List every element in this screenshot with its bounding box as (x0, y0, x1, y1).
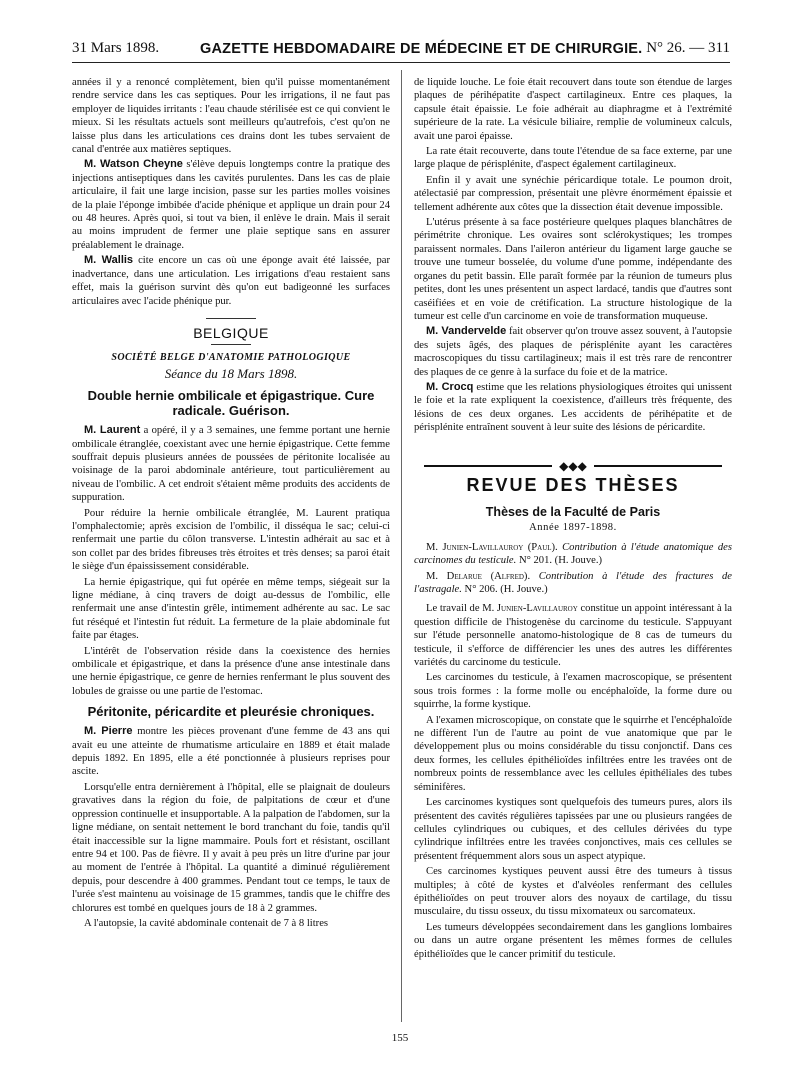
author-name: Junien-Lavillauroy (496, 603, 578, 615)
section-heading: BELGIQUE (193, 324, 269, 341)
paragraph-text: cite encore un cas où une éponge avait été laissée, par inadvertance, dans une articulation. Les irrigations d'eau restaient sans effet, mais la guérison survint dès qu'on eut badigeonné les surfaces articulaires avec l'acide phénique pur. (72, 255, 391, 307)
paragraph (414, 325, 732, 379)
page-header (72, 40, 730, 63)
ornament-line (594, 465, 722, 467)
section-heading: REVUE DES THÈSES (466, 474, 680, 495)
paragraph (72, 424, 390, 504)
column-divider (401, 70, 402, 1022)
paragraph-text: constitue un appoint intéressant à la question difficile de l'histogenèse du carcinome du testicule. S'appuyant sur l'étude personnelle anatomo-histologique de 8 cas de tumeurs du testicule, il s'efforce de différencier les unes des autres les différentes variétés du carcinome du testicule. (414, 603, 732, 669)
paragraph (72, 254, 390, 308)
journal-title: GAZETTE HEBDOMADAIRE DE MÉDECINE ET DE CHIRURGIE. (200, 41, 643, 57)
reference-title: Contribution à l'étude anatomique des carcinomes du testicule. (414, 541, 732, 567)
paragraph (72, 725, 390, 779)
paragraph (414, 381, 732, 435)
article-title: Double hernie ombilicale et épigastrique. Cure radicale. Guérison. (87, 388, 375, 419)
paragraph: A l'examen microscopique, on constate que le squirrhe et l'encéphaloïde ne diffèrent l'un de l'autre au point de vue anatomique que par le développement plus ou moins considérable du tissu conjonctif. Dans ces deux formes, les cellules épithélioïdes infiltrées entre les travées ont de nombreux points de ressemblance avec les cellules épithéliales des tubes séminifères. (414, 714, 732, 793)
section-divider (206, 318, 256, 319)
ornament-line (424, 465, 552, 467)
paragraph-text: montre les pièces provenant d'une femme de 43 ans qui avait eu une atteinte de rhumatisme articulaire en 1889 et était malade depuis 1892. En 1895, elle a été ponctionnée à plusieurs reprises pour ascite. (72, 726, 391, 778)
paragraph: L'utérus présente à sa face postérieure quelques plaques blanchâtres de périmétrite chronique. Les ovaires sont sclérokystiques; les trompes paraissent normales. Dans l'aileron antérieur du ligament large gauche se trouve une tumeur bosselée, du volume d'une pomme, indépendante des organes du petit bassin. Elle paraît formée par la réunion de tumeurs plus petites, dont les unes présentent un aspect lardacé, tandis que d'autres sont caséifiées et en voie de crétification. La structure histologique de la tumeur est celle d'un carcinome en voie de transformation muqueuse. (414, 217, 732, 322)
speaker-name: M. Crocq (426, 380, 474, 393)
speaker-name: M. Vandervelde (426, 325, 507, 338)
paragraph: La hernie épigastrique, qui fut opérée en même temps, siégeait sur la ligne médiane, à cinq travers de doigt au-dessus de l'ombilic, elle renfermait une anse d'intestin grêle, intimement adhérente au sac. Le sac fut réséqué et l'intestin fut réduit. La fermeture de la plaie abdominale fut faite par étages. (72, 576, 390, 642)
paragraph-text: estime que les relations physiologiques étroites qui unissent le foie et la rate expliquent la coexistence, d'ailleurs très fréquente, des lésions de ces deux organes. Les accidents de périhépatite et de périsplénite entraînent souvent à leur suite des lésions de péricardite. (414, 381, 732, 434)
thesis-reference (414, 570, 732, 597)
speaker-name: M. Wallis (84, 254, 134, 267)
paragraph: Les carcinomes du testicule, à l'examen macroscopique, se présentent sous trois formes : la forme molle ou encéphaloïde, la forme dure ou squirrhe, la forme kystique. (414, 672, 732, 711)
paragraph: Ces carcinomes kystiques peuvent aussi être des tumeurs à tissus multiples; à côté de kystes et d'alvéoles renfermant des cellules épithélioïdes on peut trouver alors des noyaux de cartilage, du tissu musculaire, du tissu osseux, du tissu mixomateux ou sarcomateux. (414, 866, 732, 918)
reference-author: M. Delarue (Alfred). (426, 570, 531, 582)
article-title: Péritonite, péricardite et pleurésie chroniques. (87, 704, 375, 720)
paragraph: Les tumeurs développées secondairement dans les ganglions lombaires ou dans un autre organe présentent les mêmes formes de cellules épithélioïdes que le cancer primitif du testicule. (414, 921, 732, 960)
paragraph: L'intérêt de l'observation réside dans la coexistence des hernies ombilicale et épigastrique, et dans la présence d'une anse intestinale dans une hernie épigastrique, ce genre de hernies renfermant le plus souvent des lobules de graisse ou une partie de l'estomac. (72, 645, 390, 697)
paragraph: années il y a renoncé complètement, bien qu'il puisse momentanément rendre service dans les cas septiques. Pour les irrigations, il ne faut pas employer de liquides irritants : l'eau chaude stérilisée est ce qui convient le mieux. Si les résultats actuels sont meilleurs qu'autrefois, c'est qu'on ne laisse plus dans les articulations ces drains dont les tubes servaient de canal d'entrée aux matières septiques. (72, 77, 390, 156)
session-date: Séance du 18 Mars 1898. (164, 365, 298, 381)
paragraph: Pour réduire la hernie ombilicale étranglée, M. Laurent pratiqua l'omphalectomie; après excision de l'ombilic, il disséqua le sac; celui-ci renfermait une partie du côlon transverse. L'intestin adhérait au sac et à son collet par des brides fibreuses très étroites et très denses; sa paroi était le siège d'un épaississement considérable. (72, 507, 390, 573)
ornament-icon: ◆◆◆ (559, 458, 587, 473)
speaker-name: M. Laurent (84, 424, 141, 437)
ornamental-rule (414, 459, 732, 473)
left-column (72, 76, 390, 932)
paragraph: Les carcinomes kystiques sont quelquefois des tumeurs pures, alors ils présentent des cavités régulières tapissées par une ou plusieurs rangées de cellules cylindriques ou cubiques, et des cellules dérivées du type cylindrique infiltrées entre les travées conjonctives, mais ces cellules se présentent fréquemment alors sous un aspect atypique. (414, 797, 732, 862)
academic-year: Année 1897-1898. (529, 522, 617, 534)
speaker-name: M. Watson Cheyne (84, 158, 183, 171)
paragraph (72, 158, 390, 252)
reference-number: N° 201. (H. Jouve.) (518, 555, 603, 567)
right-column (414, 76, 732, 963)
paragraph: de liquide louche. Le foie était recouvert dans toute son étendue de larges plaques de périhépatite d'aspect cartilagineux. Entre ces plaques, la capsule était épaissie. Le foie adhérait au diaphragme et à l'extrémité supérieure de la rate. La vésicule biliaire, remplie de volumineux calculs, avait une paroi épaisse. (414, 77, 732, 142)
reference-title: Contribution à l'étude des fractures de l'astragale. (414, 570, 732, 595)
page-number: 155 (391, 1032, 409, 1044)
paragraph: La rate était recouverte, dans toute l'étendue de sa face externe, par une large plaque de périsplénite, d'aspect également cartilagineux. (414, 146, 732, 171)
paragraph: Lorsqu'elle entra dernièrement à l'hôpital, elle se plaignait de douleurs gravatives dans la région du foie, de palpitations de cœur et d'une oppression continuelle et insupportable. A la palpation de l'abdomen, sur la ligne médiane, on sentait nettement le bord tranchant du foie, tandis qu'il était inaccessible sur la ligne mammaire. Pouls fort et résistant, oscillant entre 94 et 100. Pas de fièvre. Il y avait à peu près un litre d'urine par jour au moment de l'entrée à l'hôpital. La quantité a diminué régulièrement depuis, pour descendre à 400 grammes. Pendant tout ce temps, le taux de l'urée s'est maintenu au voisinage de 15 grammes, tandis que le chiffre des chlorures est tombé en quelques jours de 18 à 2 grammes. (72, 781, 390, 914)
subsection-heading: Thèses de la Faculté de Paris (485, 504, 661, 519)
thesis-reference (414, 541, 732, 568)
paragraph: Enfin il y avait une synéchie péricardique totale. Le poumon droit, atélectasié par compression, présentait une plèvre énormément épaissie et tellement adhérente aux côtes que la dissection était devenue impossible. (414, 174, 732, 213)
issue-page-number: N° 26. — 311 (646, 40, 730, 56)
paragraph: A l'autopsie, la cavité abdominale contenait de 7 à 8 litres (84, 917, 329, 929)
reference-author: M. Junien-Lavillauroy (Paul). (426, 541, 558, 553)
paragraph (414, 602, 732, 669)
section-divider (211, 344, 251, 345)
reference-number: N° 206. (H. Jouve.) (464, 584, 548, 595)
paragraph-text: Le travail de M. (426, 603, 495, 615)
paragraph-text: fait observer qu'on trouve assez souvent, à l'autopsie des sujets âgés, des plaques de périsplénite ayant les caractères macroscopiques du tissu cartilagineux; mais il est très rare de rencontrer des plaques de ce genre à la surface du foie et de la matrice. (414, 326, 732, 378)
society-name: SOCIÉTÉ BELGE D'ANATOMIE PATHOLOGIQUE (111, 352, 351, 364)
paragraph-text: s'élève depuis longtemps contre la pratique des injections antiseptiques dans les cavités purulentes. Dans les cas de plaie articulaire, il fait une large incision, passe sur les parties molles voisines de la plaie l'éponge imbibée d'acide phénique et applique un drain pour 24 ou 48 heures. Après quoi, si tout va bien, il enlève le drain. Mais il serait au moins imprudent de fermer une plaie septique sans en assurer préalablement le drainage. (72, 159, 390, 251)
speaker-name: M. Pierre (84, 725, 133, 738)
paragraph-text: a opéré, il y a 3 semaines, une femme portant une hernie ombilicale étranglée, coexistant avec une hernie épigastrique. Cette femme souffrait depuis plusieurs années de poussées de péritonite localisée au voisinage de la paroi abdominale antérieure, tout particulièrement au niveau de l'ombilic. A cet endroit s'étaient même produits des accidents de suppuration. (72, 425, 390, 504)
issue-date: 31 Mars 1898. (72, 40, 160, 56)
